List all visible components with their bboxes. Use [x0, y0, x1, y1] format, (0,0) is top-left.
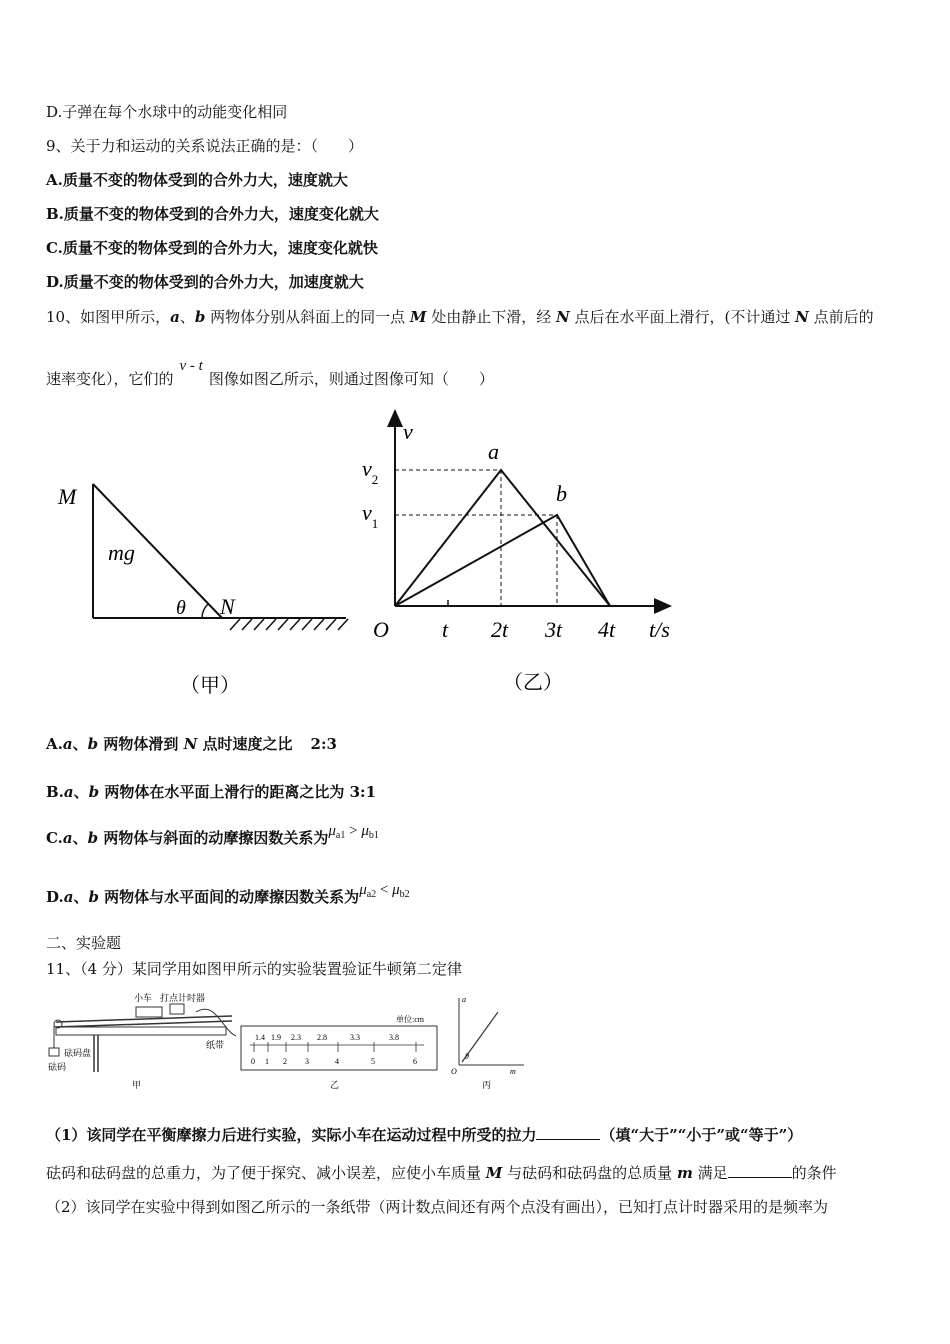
axis-label-v: v — [403, 419, 413, 444]
q10-option-d: D.a、b 两物体与水平面间的动摩擦因数关系为$\mu_{a2} < \mu_{b2}$ — [46, 882, 410, 906]
q9-option-c: C.质量不变的物体受到的合外力大，速度变化就快 — [46, 239, 378, 257]
series-b-line — [395, 515, 610, 606]
svg-text:甲: 甲 — [132, 1080, 142, 1090]
tape-segment-label: 3.8 — [389, 1033, 399, 1042]
blank-2[interactable] — [728, 1163, 792, 1178]
caption-jia: （甲） — [180, 675, 240, 697]
q10-option-c: C.a、b 两物体与斜面的动摩擦因数关系为$\mu_{a1} > \mu_{b1}$ — [46, 823, 379, 847]
svg-text:砝码: 砝码 — [48, 1062, 67, 1072]
tape-point-label: 1 — [265, 1057, 269, 1066]
section-experiment-heading: 二、实验题 — [46, 934, 122, 952]
tick-2t: 2t — [491, 617, 509, 642]
svg-text:a: a — [462, 995, 466, 1004]
tape-segment-label: 2.3 — [291, 1033, 301, 1042]
origin-O: O — [373, 617, 389, 642]
a-m-graph — [451, 995, 524, 1090]
tick-t: t — [442, 617, 449, 642]
svg-text:丙: 丙 — [482, 1080, 492, 1090]
figure-experiment — [46, 990, 536, 1095]
svg-text:乙: 乙 — [330, 1080, 340, 1090]
tape-point-label: 2 — [283, 1057, 287, 1066]
series-a-line — [395, 470, 610, 606]
svg-text:m: m — [510, 1067, 516, 1076]
q11-part2: （2）该同学在实验中得到如图乙所示的一条纸带（两计数点间还有两个点没有画出），已知打点计时器采用的是频率为 — [46, 1198, 829, 1216]
q10-option-b: B.a、b 两物体在水平面上滑行的距离之比为 3:1 — [46, 783, 377, 801]
svg-text:单位:cm: 单位:cm — [396, 1015, 424, 1024]
figure-vt-chart — [355, 405, 685, 700]
tape-diagram — [241, 1014, 437, 1090]
svg-text:θ: θ — [465, 1052, 469, 1061]
tape-point-label: 3 — [305, 1057, 309, 1066]
label-N: N — [220, 594, 235, 619]
tick-4t: 4t — [598, 617, 616, 642]
q10-option-a: A.a、b 两物体滑到 N 点时速度之比 2:3 — [46, 735, 337, 753]
q11-part1: （1）该同学在平衡摩擦力后进行实验，实际小车在运动过程中所受的拉力 （填“大于”“小于”或“等于”） — [46, 1126, 803, 1144]
q11-part1-cont: 砝码和砝码盘的总重力，为了便于探究、减小误差，应使小车质量 M 与砝码和砝码盘的总质量 m 满足 的条件 — [46, 1164, 837, 1182]
tape-segment-label: 3.3 — [350, 1033, 360, 1042]
question-11: 11、（4 分）某同学用如图甲所示的实验装置验证牛顿第二定律 — [46, 960, 462, 978]
series-label-a: a — [488, 439, 499, 464]
question-9: 9、关于力和运动的关系说法正确的是：（ ） — [46, 137, 364, 155]
question-10-line1: 10、如图甲所示，a、b 两物体分别从斜面上的同一点 M 处由静止下滑，经 N 点后在水平面上滑行，(不计通过 N 点前后的 — [46, 308, 874, 326]
svg-text:O: O — [451, 1067, 457, 1076]
axis-label-ts: t/s — [649, 617, 670, 642]
tick-v1: $v_1$ — [362, 500, 379, 531]
q9-option-a: A.质量不变的物体受到的合外力大，速度就大 — [46, 171, 348, 189]
tape-segment-label: 1.4 — [255, 1033, 265, 1042]
tape-segment-label: 1.9 — [271, 1033, 281, 1042]
tape-point-label: 0 — [251, 1057, 255, 1066]
q9-option-d: D.质量不变的物体受到的合外力大，加速度就大 — [46, 273, 364, 291]
caption-yi: （乙） — [503, 672, 563, 694]
tape-point-label: 6 — [413, 1057, 417, 1066]
svg-text:打点计时器: 打点计时器 — [160, 993, 206, 1003]
tape-segment-label: 2.8 — [317, 1033, 327, 1042]
svg-text:纸带: 纸带 — [206, 1040, 225, 1050]
svg-text:小车: 小车 — [134, 993, 153, 1003]
blank-1[interactable] — [536, 1125, 600, 1140]
label-mg: mg — [108, 540, 135, 565]
apparatus-diagram — [48, 992, 236, 1090]
option-d-q8: D.子弹在每个水球中的动能变化相同 — [46, 103, 288, 121]
svg-text:砝码盘: 砝码盘 — [64, 1048, 92, 1058]
series-label-b: b — [556, 481, 567, 506]
tick-v2: $v_2$ — [362, 456, 379, 487]
tape-point-label: 4 — [335, 1057, 339, 1066]
label-M: M — [58, 484, 77, 509]
figure-incline — [50, 470, 360, 710]
tape-point-label: 5 — [371, 1057, 375, 1066]
q9-option-b: B.质量不变的物体受到的合外力大，速度变化就大 — [46, 205, 379, 223]
question-10-line2: 速率变化），它们的v - t图像如图乙所示，则通过图像可知（ ） — [46, 358, 494, 388]
label-theta: θ — [176, 597, 186, 619]
tick-3t: 3t — [545, 617, 563, 642]
